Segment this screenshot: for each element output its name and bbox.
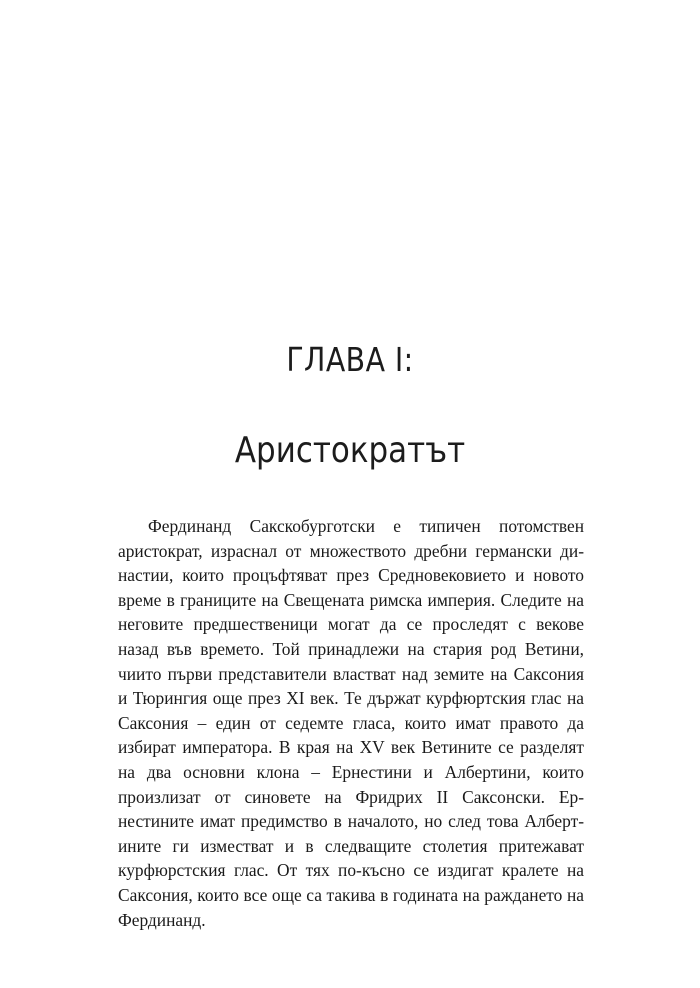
chapter-label: ГЛАВА I: bbox=[286, 340, 414, 379]
chapter-title: Аристократът bbox=[234, 430, 466, 471]
body-paragraph: Фердинанд Сакскобурготски е типичен потомствен аристократ, израснал от множеството дребни германски династии, които процъфтяват през Средновековието и новото време в границите на Свещената римска империя. Следите на неговите предшественици могат да се проследят с векове назад във времето. Той принадлежи на стария род Ветини, чиито първи представители властват над земите на Саксония и Тюрингия още през XI век. Те държат курфюртския глас на Саксония – един от седемте гласа, които имат правото да избират императора. В края на XV век Ветините се разделят на два основни клона – Ернестини и Албертини, които произлизат от синовете на Фридрих II Саксонски. Ернестините имат предимство в началото, но след това Албертините ги изместват и в следващите столетия притежават курфюрстския глас. От тях по-късно се издигат кралете на Саксония, които все още са такива в годината на раждането на Фердинанд. bbox=[118, 516, 584, 930]
